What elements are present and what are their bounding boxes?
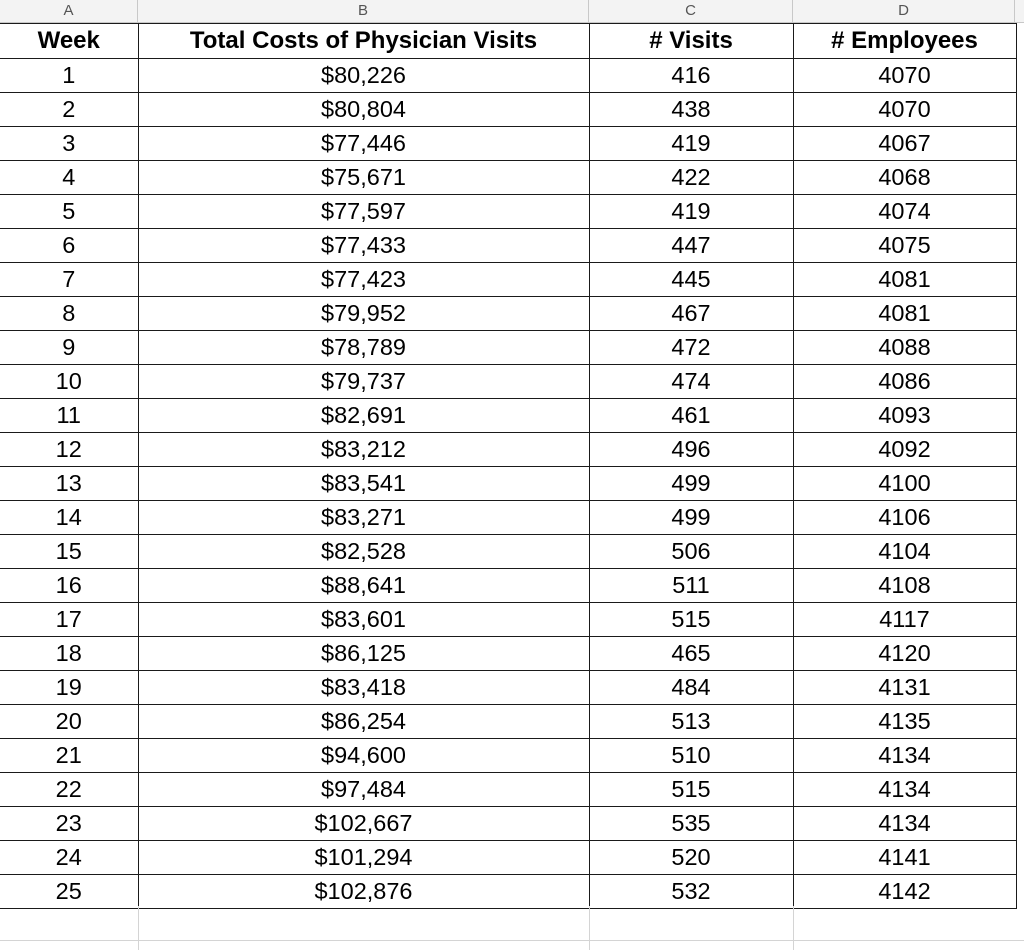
cell-employees[interactable]: 4134 [793,739,1016,773]
table-row [0,773,1016,807]
cell-total-cost[interactable]: $86,125 [138,637,589,671]
cell-employees[interactable]: 4068 [793,161,1016,195]
cell-visits[interactable]: 416 [589,59,793,93]
table-row [0,297,1016,331]
table-row [0,807,1016,841]
table-row [0,841,1016,875]
cell-week[interactable]: 4 [0,161,138,195]
cell-total-cost[interactable]: $83,541 [138,467,589,501]
cell-visits[interactable]: 419 [589,195,793,229]
cell-visits[interactable]: 520 [589,841,793,875]
cell-employees[interactable]: 4070 [793,93,1016,127]
cell-visits[interactable]: 532 [589,875,793,909]
table-body [0,59,1016,909]
cell-week[interactable]: 14 [0,501,138,535]
cell-week[interactable]: 16 [0,569,138,603]
table-row [0,467,1016,501]
cell-total-cost[interactable]: $80,226 [138,59,589,93]
cell-total-cost[interactable]: $86,254 [138,705,589,739]
cell-employees[interactable]: 4120 [793,637,1016,671]
column-header-d[interactable]: D [793,0,1015,23]
cell-employees[interactable]: 4104 [793,535,1016,569]
cell-total-cost[interactable]: $83,271 [138,501,589,535]
cell-week[interactable]: 18 [0,637,138,671]
cell-week[interactable]: 11 [0,399,138,433]
cell-visits[interactable]: 484 [589,671,793,705]
cell-visits[interactable]: 461 [589,399,793,433]
cell-total-cost[interactable]: $75,671 [138,161,589,195]
cell-employees[interactable]: 4070 [793,59,1016,93]
table-row [0,161,1016,195]
cell-visits[interactable]: 513 [589,705,793,739]
cell-week[interactable]: 20 [0,705,138,739]
table-row [0,93,1016,127]
header-cell-employees[interactable]: # Employees [793,24,1016,59]
cell-visits[interactable]: 472 [589,331,793,365]
cell-week[interactable]: 13 [0,467,138,501]
cell-week[interactable]: 10 [0,365,138,399]
cell-employees[interactable]: 4108 [793,569,1016,603]
cell-employees[interactable]: 4092 [793,433,1016,467]
cell-week[interactable]: 5 [0,195,138,229]
cell-week[interactable]: 2 [0,93,138,127]
cell-week[interactable]: 3 [0,127,138,161]
cell-employees[interactable]: 4067 [793,127,1016,161]
cell-total-cost[interactable]: $77,446 [138,127,589,161]
empty-column-divider [138,906,139,950]
cell-total-cost[interactable]: $82,691 [138,399,589,433]
cell-visits[interactable]: 447 [589,229,793,263]
cell-week[interactable]: 19 [0,671,138,705]
cell-employees[interactable]: 4100 [793,467,1016,501]
empty-column-divider [589,906,590,950]
cell-total-cost[interactable]: $82,528 [138,535,589,569]
cell-total-cost[interactable]: $77,433 [138,229,589,263]
cell-week[interactable]: 21 [0,739,138,773]
cell-week[interactable]: 8 [0,297,138,331]
header-cell-week[interactable]: Week [0,24,138,59]
cell-total-cost[interactable]: $80,804 [138,93,589,127]
cell-employees[interactable]: 4134 [793,807,1016,841]
table-row [0,671,1016,705]
cell-employees[interactable]: 4141 [793,841,1016,875]
cell-employees[interactable]: 4106 [793,501,1016,535]
cell-total-cost[interactable]: $88,641 [138,569,589,603]
data-table [0,23,1017,909]
cell-week[interactable]: 22 [0,773,138,807]
column-header-b[interactable]: B [138,0,589,23]
cell-total-cost[interactable]: $97,484 [138,773,589,807]
cell-employees[interactable]: 4117 [793,603,1016,637]
table-row [0,399,1016,433]
table-row [0,433,1016,467]
cell-employees[interactable]: 4075 [793,229,1016,263]
cell-week[interactable]: 1 [0,59,138,93]
cell-visits[interactable]: 506 [589,535,793,569]
cell-visits[interactable]: 419 [589,127,793,161]
cell-week[interactable]: 23 [0,807,138,841]
cell-visits[interactable]: 445 [589,263,793,297]
cell-visits[interactable]: 535 [589,807,793,841]
table-row [0,195,1016,229]
column-header-a[interactable]: A [0,0,138,23]
column-letter-header [0,0,1024,23]
header-cell-visits[interactable]: # Visits [589,24,793,59]
cell-visits[interactable]: 465 [589,637,793,671]
table-row [0,365,1016,399]
header-row [0,24,1016,59]
table-row [0,875,1016,909]
cell-employees[interactable]: 4086 [793,365,1016,399]
cell-week[interactable]: 6 [0,229,138,263]
cell-total-cost[interactable]: $79,737 [138,365,589,399]
header-cell-total-costs[interactable]: Total Costs of Physician Visits [138,24,589,59]
cell-total-cost[interactable]: $77,597 [138,195,589,229]
table-row [0,127,1016,161]
cell-visits[interactable]: 515 [589,603,793,637]
cell-visits[interactable]: 515 [589,773,793,807]
cell-total-cost[interactable]: $102,876 [138,875,589,909]
empty-column-divider [793,906,794,950]
cell-employees[interactable]: 4131 [793,671,1016,705]
cell-employees[interactable]: 4135 [793,705,1016,739]
cell-week[interactable]: 7 [0,263,138,297]
table-row [0,569,1016,603]
cell-employees[interactable]: 4081 [793,263,1016,297]
table-row [0,603,1016,637]
table-row [0,263,1016,297]
empty-row-divider [0,940,1024,941]
cell-visits[interactable]: 422 [589,161,793,195]
table-row [0,637,1016,671]
cell-employees[interactable]: 4074 [793,195,1016,229]
cell-week[interactable]: 17 [0,603,138,637]
cell-employees[interactable]: 4088 [793,331,1016,365]
cell-week[interactable]: 15 [0,535,138,569]
cell-total-cost[interactable]: $77,423 [138,263,589,297]
cell-week[interactable]: 24 [0,841,138,875]
table-row [0,705,1016,739]
cell-total-cost[interactable]: $102,667 [138,807,589,841]
column-header-c[interactable]: C [589,0,793,23]
cell-visits[interactable]: 510 [589,739,793,773]
cell-total-cost[interactable]: $78,789 [138,331,589,365]
table-row [0,331,1016,365]
cell-visits[interactable]: 438 [589,93,793,127]
cell-total-cost[interactable]: $101,294 [138,841,589,875]
cell-total-cost[interactable]: $94,600 [138,739,589,773]
cell-employees[interactable]: 4081 [793,297,1016,331]
cell-total-cost[interactable]: $83,418 [138,671,589,705]
cell-employees[interactable]: 4093 [793,399,1016,433]
table-row [0,535,1016,569]
cell-visits[interactable]: 467 [589,297,793,331]
cell-visits[interactable]: 511 [589,569,793,603]
table-row [0,739,1016,773]
cell-visits[interactable]: 474 [589,365,793,399]
cell-total-cost[interactable]: $83,212 [138,433,589,467]
cell-week[interactable]: 25 [0,875,138,909]
cell-total-cost[interactable]: $83,601 [138,603,589,637]
cell-total-cost[interactable]: $79,952 [138,297,589,331]
cell-visits[interactable]: 496 [589,433,793,467]
cell-week[interactable]: 9 [0,331,138,365]
table-row [0,501,1016,535]
cell-employees[interactable]: 4134 [793,773,1016,807]
cell-employees[interactable]: 4142 [793,875,1016,909]
cell-week[interactable]: 12 [0,433,138,467]
table-row [0,229,1016,263]
table-row [0,59,1016,93]
cell-visits[interactable]: 499 [589,501,793,535]
cell-visits[interactable]: 499 [589,467,793,501]
